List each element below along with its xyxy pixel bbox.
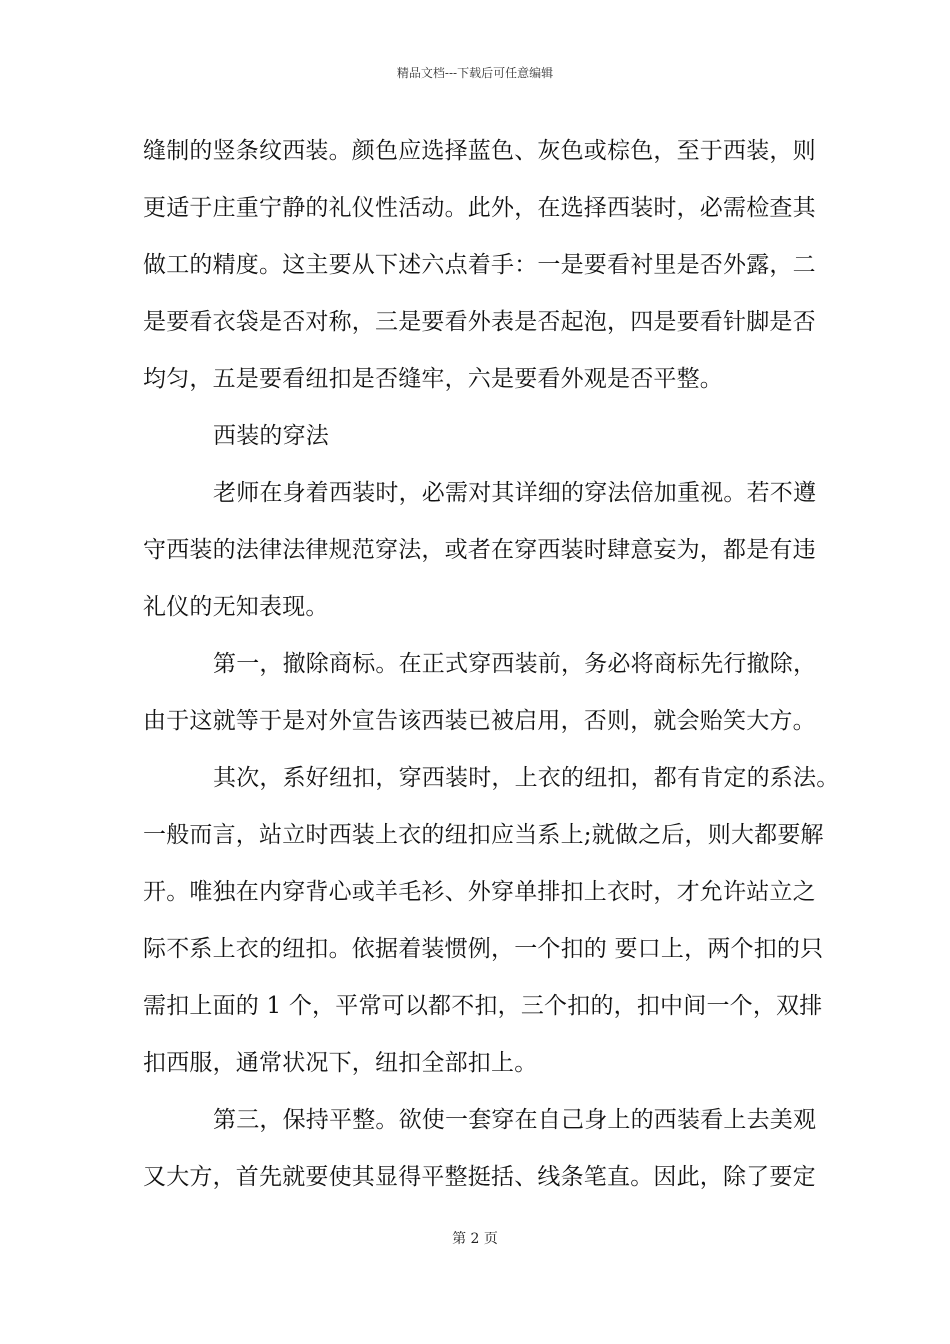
page-header: 精品文档---下载后可任意编辑 <box>396 66 554 80</box>
text-line: 由于这就等于是对外宣告该西装已被启用，否则，就会贻笑大方。 <box>143 708 816 734</box>
text-line: 缝制的竖条纹西装。颜色应选择蓝色、灰色或棕色，至于西装，则 <box>143 138 816 164</box>
text-line: 扣西服，通常状况下，纽扣全部扣上。 <box>143 1050 538 1076</box>
text-line: 更适于庄重宁静的礼仪性活动。此外，在选择西装时，必需检查其 <box>143 195 816 221</box>
text-line: 需扣上面的 1 个，平常可以都不扣，三个扣的，扣中间一个，双排 <box>143 993 823 1019</box>
page-number: 第 2 页 <box>452 1231 498 1247</box>
text-line: 际不系上衣的纽扣。依据着装惯例，一个扣的 要口上，两个扣的只 <box>143 936 824 962</box>
section-heading: 西装的穿法 <box>213 423 329 449</box>
text-line: 其次，系好纽扣，穿西装时，上衣的纽扣，都有肯定的系法。 <box>213 765 840 791</box>
text-line: 是要看衣袋是否对称，三是要看外表是否起泡，四是要看针脚是否 <box>143 309 816 335</box>
text-line: 老师在身着西装时，必需对其详细的穿法倍加重视。若不遵 <box>213 480 817 506</box>
text-line: 做工的精度。这主要从下述六点着手：一是要看衬里是否外露，二 <box>143 252 816 278</box>
text-line: 开。唯独在内穿背心或羊毛衫、外穿单排扣上衣时，才允许站立之 <box>143 879 816 905</box>
text-line: 第一，撤除商标。在正式穿西装前，务必将商标先行撤除， <box>213 651 817 677</box>
text-line: 礼仪的无知表现。 <box>143 594 329 620</box>
text-line: 第三，保持平整。欲使一套穿在自己身上的西装看上去美观 <box>213 1107 817 1133</box>
text-line: 一般而言，站立时西装上衣的纽扣应当系上;就做之后，则大都要解 <box>143 822 824 848</box>
document-body <box>143 128 840 1211</box>
text-line: 又大方，首先就要使其显得平整挺括、线条笔直。因此，除了要定 <box>143 1164 816 1190</box>
text-line: 均匀，五是要看纽扣是否缝牢，六是要看外观是否平整。 <box>143 366 723 392</box>
text-line: 守西装的法律法律规范穿法，或者在穿西装时肆意妄为，都是有违 <box>143 537 816 563</box>
